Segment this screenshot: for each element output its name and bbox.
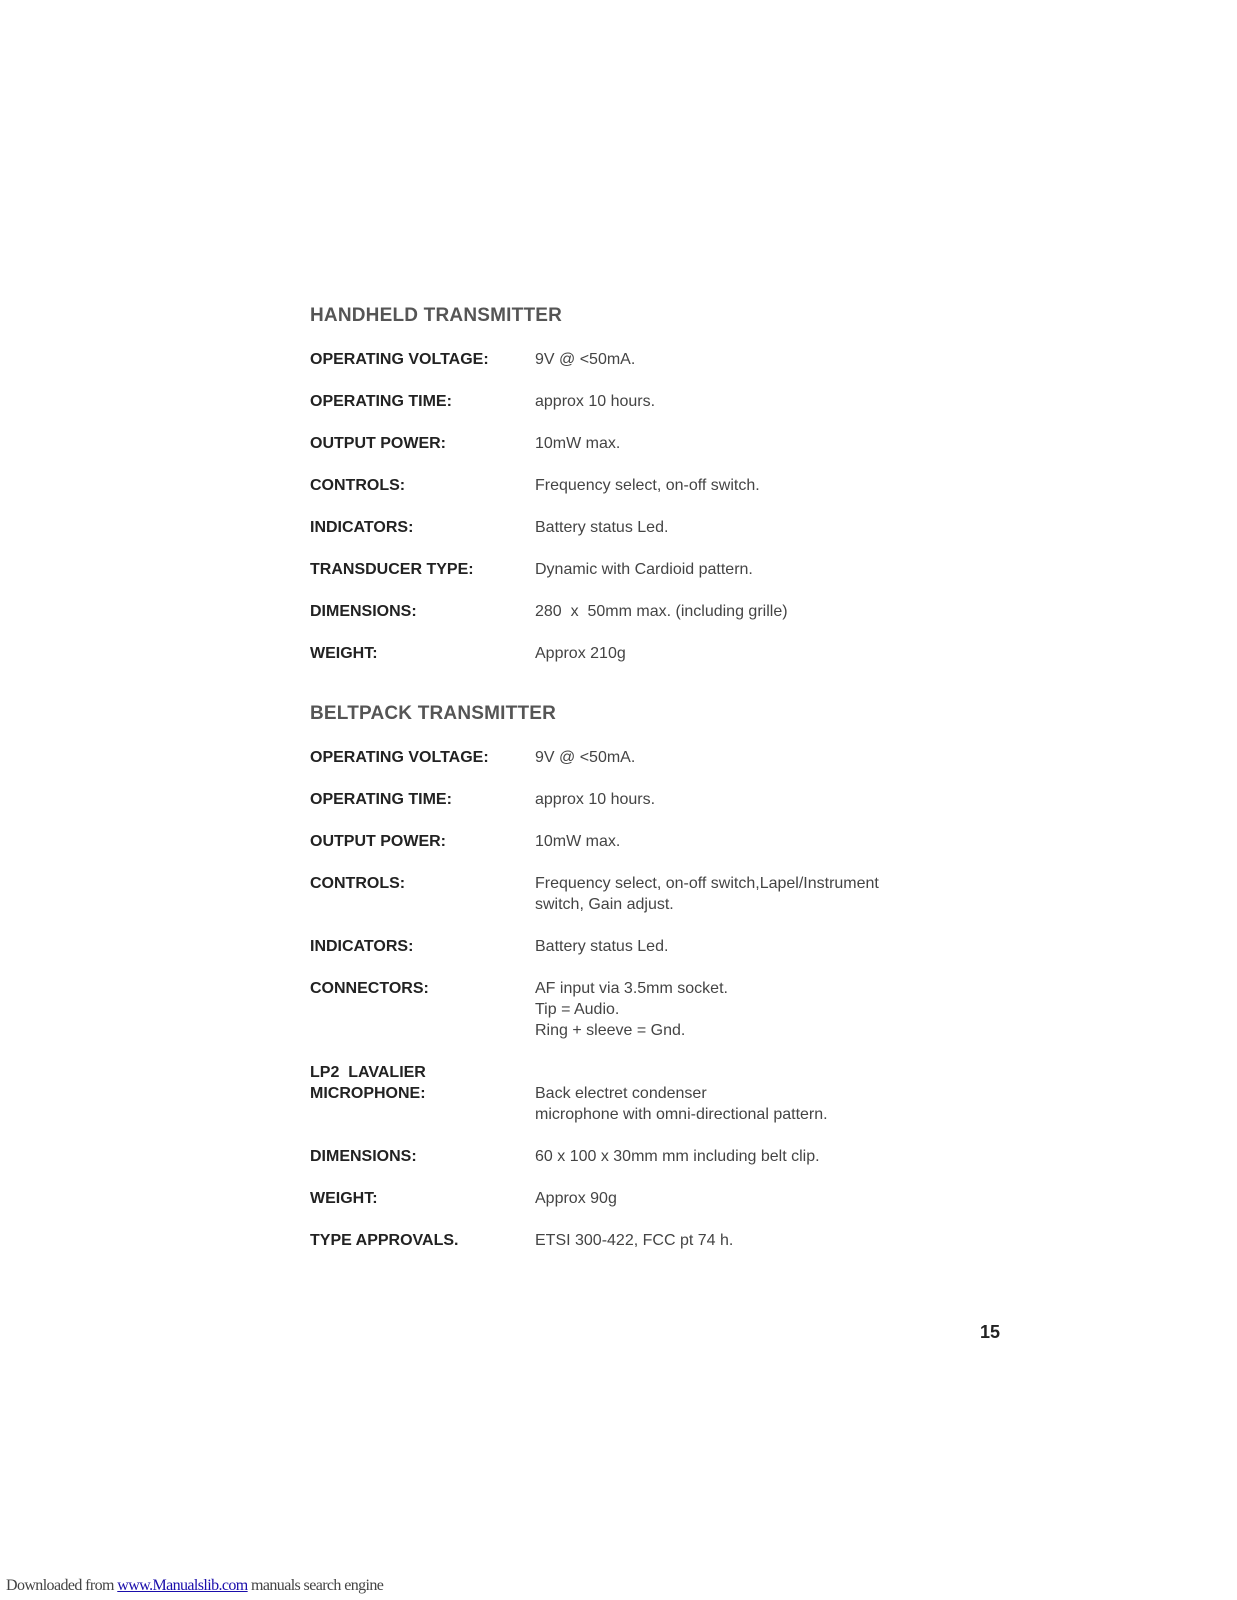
manualslib-link[interactable]: www.Manualslib.com [117,1577,248,1594]
spec-value-line: microphone with omni-directional pattern. [535,1106,828,1123]
spec-value: 60 x 100 x 30mm mm including belt clip. [535,1148,820,1165]
spec-label: INDICATORS: [310,519,414,536]
spec-value: 280 x 50mm max. (including grille) [535,603,788,620]
spec-label-line: MICROPHONE: [310,1085,426,1102]
spec-value: 9V @ <50mA. [535,749,636,766]
spec-label: INDICATORS: [310,938,414,955]
beltpack-title: BELTPACK TRANSMITTER [310,703,557,724]
spec-label: OPERATING TIME: [310,393,452,410]
spec-label: OUTPUT POWER: [310,833,446,850]
spec-value [535,873,1005,915]
spec-label: CONNECTORS: [310,980,429,997]
handheld-title: HANDHELD TRANSMITTER [310,305,563,326]
footer-prefix: Downloaded from [6,1577,118,1594]
spec-value: Dynamic with Cardioid pattern. [535,561,753,578]
spec-label: TYPE APPROVALS. [310,1232,459,1249]
spec-label: OPERATING VOLTAGE: [310,351,489,368]
spec-label: DIMENSIONS: [310,1148,417,1165]
spec-value-line: Ring + sleeve = Gnd. [535,1022,686,1039]
spec-label [310,1062,530,1104]
spec-label: OUTPUT POWER: [310,435,446,452]
spec-label: CONTROLS: [310,477,406,494]
spec-value: 9V @ <50mA. [535,351,636,368]
spec-value: 10mW max. [535,833,621,850]
spec-value: Approx 210g [535,645,626,662]
spec-value: Approx 90g [535,1190,617,1207]
download-footer [6,1577,383,1595]
spec-value: Battery status Led. [535,938,669,955]
spec-value-line: Tip = Audio. [535,1001,620,1018]
spec-label: TRANSDUCER TYPE: [310,561,474,578]
spec-label: CONTROLS: [310,875,406,892]
spec-value: approx 10 hours. [535,791,656,808]
spec-label: WEIGHT: [310,1190,378,1207]
spec-value: approx 10 hours. [535,393,656,410]
page-number: 15 [980,1322,1001,1342]
spec-value [535,978,1005,1041]
spec-value-line: switch, Gain adjust. [535,896,674,913]
spec-label: OPERATING TIME: [310,791,452,808]
spec-value: Frequency select, on-off switch. [535,477,760,494]
footer-suffix: manuals search engine [247,1577,384,1594]
spec-value: ETSI 300-422, FCC pt 74 h. [535,1232,734,1249]
spec-label: OPERATING VOLTAGE: [310,749,489,766]
spec-value-line: Back electret condenser [535,1085,707,1102]
spec-label-line: LP2 LAVALIER [310,1064,426,1081]
spec-label: WEIGHT: [310,645,378,662]
spec-value: 10mW max. [535,435,621,452]
spec-value: Battery status Led. [535,519,669,536]
spec-value [535,1083,1005,1125]
spec-value-line: Frequency select, on-off switch,Lapel/Instrument [535,875,879,892]
spec-value-line: AF input via 3.5mm socket. [535,980,728,997]
spec-label: DIMENSIONS: [310,603,417,620]
